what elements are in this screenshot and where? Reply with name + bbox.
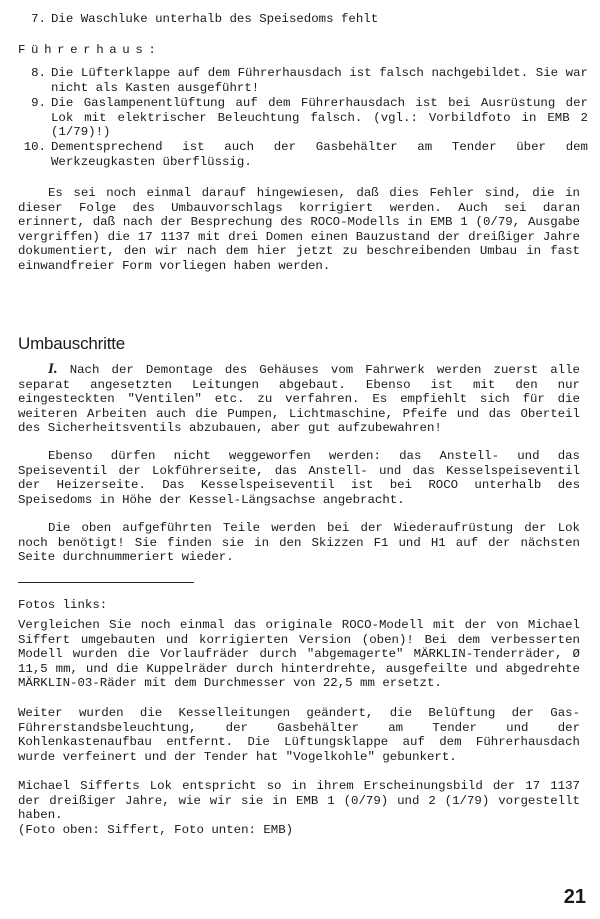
page-number: 21	[563, 886, 586, 908]
list-item-text: Die Lüfterklappe auf dem Führerhausdach ist falsch nachgebildet. Sie war nicht als Kasten ausgeführt!	[51, 66, 588, 95]
list-item-number: 8.	[31, 66, 46, 80]
list-item-number: 7.	[31, 12, 46, 26]
step-numeral: I.	[48, 361, 58, 377]
list-item-9	[18, 96, 588, 140]
photo-credit: (Foto oben: Siffert, Foto unten: EMB)	[18, 823, 294, 837]
list-item-8	[18, 66, 588, 96]
divider-rule	[18, 582, 194, 583]
step-paragraph-3: Die oben aufgeführten Teile werden bei der Wiederaufrüstung der Lok noch benötigt! Sie finden sie in den Skizzen F1 und H1 auf der nächsten Seite durchnummeriert wieder.	[18, 521, 580, 565]
list-item-7	[18, 12, 588, 28]
list-item-number: 9.	[31, 96, 46, 110]
list-item-number: 10.	[23, 140, 46, 154]
fuehrerhaus-heading: Führerhaus:	[18, 43, 162, 57]
list-item-text: Die Gaslampenentlüftung auf dem Führerhausdach ist bei Ausrüstung der Lok mit elektrischer Beleuchtung falsch. (vgl.: Vorbildfoto in EMB 2 (1/79)!)	[51, 96, 588, 140]
photos-paragraph-2: Weiter wurden die Kesselleitungen geändert, die Belüftung der Gas-Führerstandsbeleuchtung, der Gasbehälter am Tender und der Kohlenkastenaufbau entfernt. Die Lüftungsklappe auf dem Führerhausdach wurde verfeinert und der Tender hat "Vogelkohle" gebunkert.	[18, 706, 580, 764]
step-paragraph-1	[18, 362, 580, 436]
photos-paragraph-3: Michael Sifferts Lok entspricht so in ihrem Erscheinungsbild der 17 1137 der dreißiger Jahre, wie wir sie in EMB 1 (0/79) und 2 (1/79) vorgestellt haben.	[18, 779, 580, 823]
photos-heading: Fotos links:	[18, 598, 108, 612]
list-item-text: Die Waschluke unterhalb des Speisedoms fehlt	[51, 12, 379, 26]
photos-paragraph-1: Vergleichen Sie noch einmal das originale ROCO-Modell mit der von Michael Siffert umgebauten und korrigierten Version (oben)! Bei dem verbesserten Modell wurden die Vorlaufräder durch "abgemagerte" MÄRKLIN-Tenderräder, Ø 11,5 mm, und die Kuppelräder durch hinterdrehte, ausgefeilte und abgedrehte MÄRKLIN-03-Räder mit dem Durchmesser von 22,5 mm ersetzt.	[18, 618, 580, 691]
list-item-text: Dementsprechend ist auch der Gasbehälter am Tender über dem Werkzeugkasten überflüssig.	[51, 140, 588, 169]
step-paragraph-2: Ebenso dürfen nicht weggeworfen werden: das Anstell- und das Speiseventil der Lokführerseite, das Anstell- und das Kesselspeiseventil der Heizerseite. Das Kesselspeiseventil ist bei ROCO unterhalb des Speisedoms in Höhe der Kessel-Längsachse angebracht.	[18, 449, 580, 507]
section-title: Umbauschritte	[18, 334, 125, 353]
step-text: Nach der Demontage des Gehäuses vom Fahrwerk werden zuerst alle separat angesetzten Leitungen abgebaut. Ebenso ist mit den nur eingesteckten "Ventilen" etc. zu verfahren. Es empfiehlt sich für die weiteren Arbeiten auch die Pumpen, Lichtmaschine, Pfeife und das Oberteil des Sicherheitsventils abzubauen, aber gut aufzubewahren!	[18, 363, 580, 436]
intro-paragraph: Es sei noch einmal darauf hingewiesen, daß dies Fehler sind, die in dieser Folge des Umbauvorschlags korrigiert werden. Auch sei daran erinnert, daß nach der Besprechung des ROCO-Modells in EMB 1 (0/79, Ausgabe vergriffen) die 17 1137 mit drei Domen einen Bauzustand der dreißiger Jahre dokumentiert, den wir nach dem hier jetzt zu beschreibenden Umbau in fast einwandfreier Form vorliegen haben werden.	[18, 186, 580, 273]
list-item-10	[18, 140, 588, 170]
